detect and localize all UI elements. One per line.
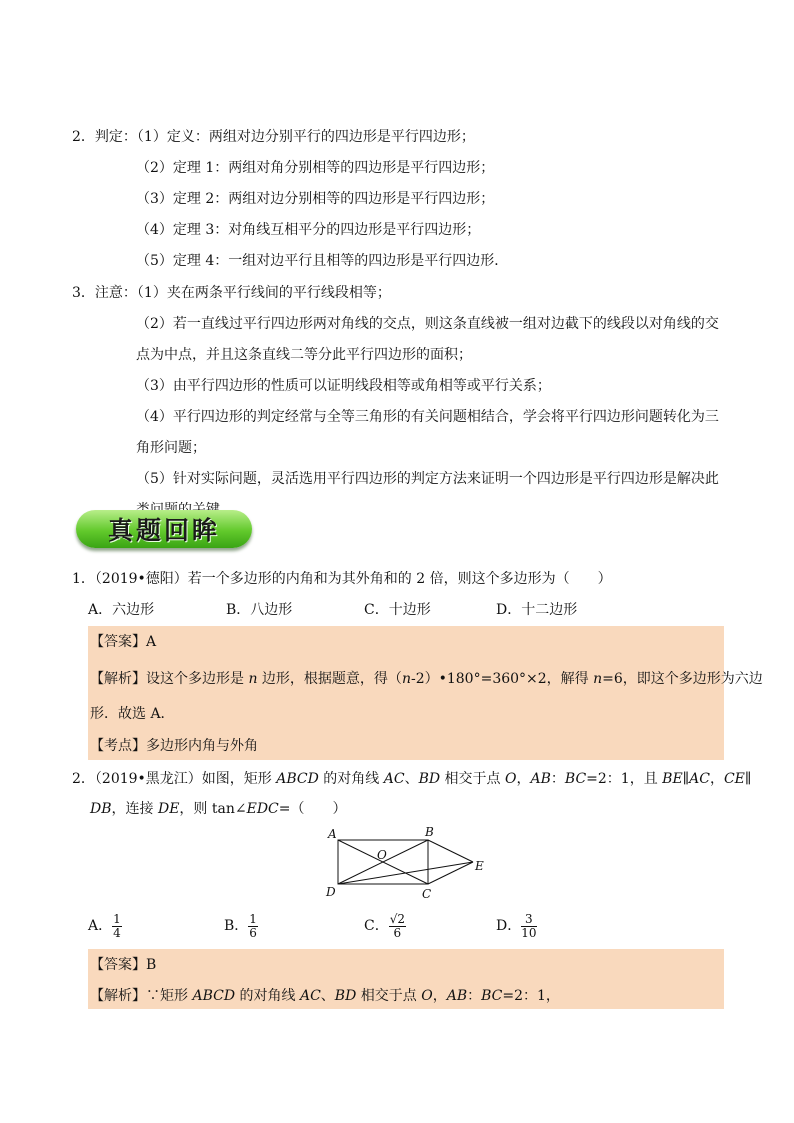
q2-text: 相交于点 (356, 988, 422, 1004)
q1-var-n: n (593, 671, 603, 687)
fraction (521, 913, 536, 940)
q2-var: ABCD (192, 988, 236, 1004)
fraction (389, 913, 406, 940)
q1-option-d: D．十二边形 (496, 602, 578, 618)
q1-answer-value: A (146, 634, 157, 650)
point-label-c: C (422, 887, 432, 900)
q1-var-n: n (248, 671, 258, 687)
section3-item5a: （5）针对实际问题，灵活选用平行四边形的判定方法来证明一个四边形是平行四边形是解决此 (136, 471, 719, 487)
point-label-e: E (475, 859, 484, 873)
point-label-b: B (425, 825, 434, 839)
q2-analysis (90, 987, 560, 1005)
q2-text: 相交于点 (440, 771, 506, 787)
point-label-o: O (377, 848, 387, 862)
q2-analysis-label: 【解析】 (90, 988, 146, 1004)
badge-text: 真题回眸 (107, 516, 220, 545)
q1-option-c: C．十边形 (364, 602, 431, 618)
q2-text: ∵矩形 (146, 988, 193, 1004)
q2-var: BD (418, 771, 441, 787)
q2-answer (90, 956, 156, 974)
fraction-numerator: √2 (389, 911, 405, 926)
fraction-denominator: 6 (249, 925, 257, 940)
q2-var: CE∥ (723, 771, 752, 787)
section2-line1 (72, 128, 475, 146)
q2-text: 的对角线 (318, 771, 384, 787)
section3-item2b: 点为中点，并且这条直线二等分此平行四边形的面积； (136, 347, 472, 363)
q2-stem-line1 (72, 770, 751, 788)
q2-text: ： (467, 988, 482, 1004)
q1-option-b: B．八边形 (226, 602, 293, 618)
q2-var: BD (334, 988, 357, 1004)
q2-var: AB (446, 988, 468, 1004)
section2-item4: （4）定理 3：对角线互相平分的四边形是平行四边形； (136, 222, 481, 238)
q1-answer-label: 【答案】 (90, 634, 146, 650)
q2-text: 、 (320, 988, 335, 1004)
section3-item4a: （4）平行四边形的判定经常与全等三角形的有关问题相结合，学会将平行四边形问题转化为三 (136, 409, 719, 425)
q2-option-letter: C． (364, 918, 389, 934)
q2-var: DE (157, 801, 180, 817)
section2-item1: （1）定义：两组对边分别平行的四边形是平行四边形； (136, 129, 475, 145)
q1-analysis-text: 边形，根据题意，得（ (257, 671, 402, 687)
q2-text: ： (550, 771, 565, 787)
q2-var: BC (564, 771, 587, 787)
q2-figure (320, 822, 490, 900)
q1-analysis-text: =6，即这个多边形为六边 (602, 671, 763, 687)
q2-var: O (505, 771, 517, 787)
q1-analysis-text: -2）•180°=360°×2，解得 (410, 671, 594, 687)
section3-item1: （1）夹在两条平行线间的平行线段相等； (136, 285, 391, 301)
q2-var: EDC (246, 801, 279, 817)
q2-stem-line2 (90, 800, 346, 818)
q2-text: 2．（2019•黑龙江）如图，矩形 (72, 771, 277, 787)
q2-option-letter: D． (496, 918, 522, 934)
segment-de (338, 862, 473, 884)
q2-var: ABCD (276, 771, 319, 787)
q1-analysis-label: 【解析】 (90, 671, 146, 687)
q1-analysis-line1 (90, 670, 763, 688)
q1-analysis-line2: 形．故选 A． (90, 706, 175, 722)
q1-option-a: A．六边形 (88, 602, 155, 618)
q2-text: ，连接 (111, 801, 158, 817)
point-label-a: A (328, 827, 337, 841)
q2-text: ， (709, 771, 724, 787)
section3-item2a: （2）若一直线过平行四边形两对角线的交点，则这条直线被一组对边截下的线段以对角线的交 (136, 316, 719, 332)
q2-option-letter: A． (88, 918, 113, 934)
section3-line1 (72, 284, 391, 302)
section3-item4b: 角形问题； (136, 440, 206, 456)
q2-text: 、 (404, 771, 419, 787)
q2-text: ， (432, 988, 447, 1004)
q1-stem: 1．（2019•德阳）若一个多边形的内角和为其外角和的 2 倍，则这个多边形为（ ） (72, 571, 612, 587)
q1-point-label: 【考点】 (90, 738, 146, 754)
section2-item5: （5）定理 4：一组对边平行且相等的四边形是平行四边形． (136, 253, 509, 269)
q2-text: ， (516, 771, 531, 787)
q2-option-d (496, 910, 537, 942)
q2-var: BE∥AC (662, 771, 710, 787)
q2-text: 的对角线 (235, 988, 300, 1004)
fraction-numerator: 3 (521, 913, 536, 927)
q2-option-c (364, 910, 406, 942)
q2-option-b (224, 910, 258, 942)
fraction (248, 913, 258, 940)
fraction-numerator: 1 (113, 911, 121, 926)
q2-option-a (88, 910, 122, 942)
q2-var: AC (299, 988, 321, 1004)
segment-be (428, 840, 473, 862)
q2-text: =2：1， (502, 988, 560, 1004)
q2-text: =（ ） (278, 801, 347, 817)
q2-var: BC (481, 988, 503, 1004)
fraction (112, 913, 122, 940)
section2-item3: （3）定理 2：两组对边分别相等的四边形是平行四边形； (136, 191, 495, 207)
q2-text: ，则 tan∠ (179, 801, 247, 817)
section3-item3: （3）由平行四边形的性质可以证明线段相等或角相等或平行关系； (136, 378, 551, 394)
fraction-denominator: 6 (393, 925, 402, 940)
q2-var: AC (383, 771, 405, 787)
q1-point-value: 多边形内角与外角 (146, 738, 258, 754)
section2-item2: （2）定理 1：两组对角分别相等的四边形是平行四边形； (136, 160, 495, 176)
section3-label: 3．注意： (72, 285, 137, 301)
point-label-d: D (326, 885, 336, 899)
q2-var: DB (90, 801, 112, 817)
fraction-denominator: 4 (113, 925, 121, 940)
q2-option-letter: B． (224, 918, 249, 934)
q2-answer-value: B (146, 957, 157, 973)
q2-var: AB (530, 771, 551, 787)
q1-point (90, 737, 258, 755)
q1-analysis-text: 设这个多边形是 (146, 671, 249, 687)
fraction-numerator: 1 (249, 911, 257, 926)
q1-var-n: n (401, 671, 411, 687)
q1-answer (90, 633, 156, 651)
section-badge (76, 510, 252, 548)
section2-label: 2．判定： (72, 129, 137, 145)
q2-answer-label: 【答案】 (90, 957, 146, 973)
q2-text: =2：1，且 (586, 771, 663, 787)
fraction-denominator: 10 (521, 925, 537, 940)
q2-var: O (421, 988, 433, 1004)
